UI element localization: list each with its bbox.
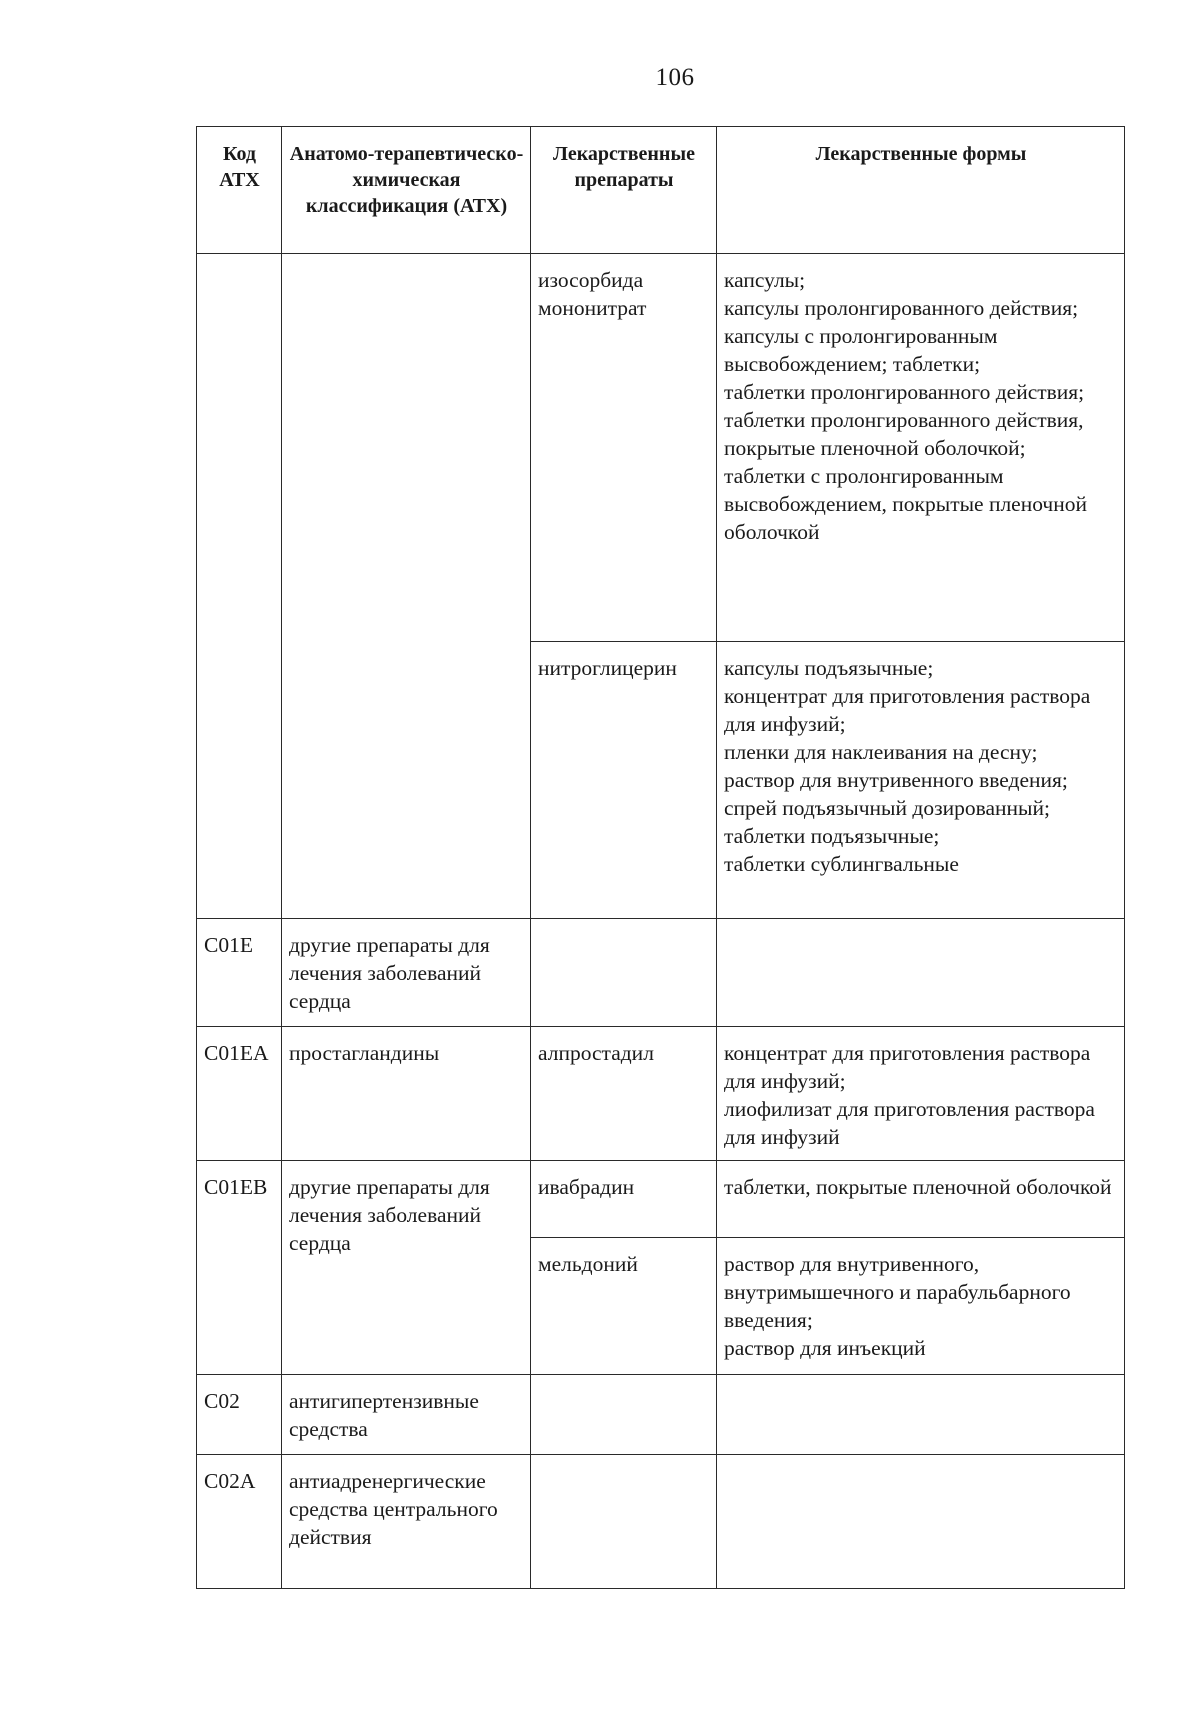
table-row (197, 919, 1125, 1027)
cell-classification: простагландины (282, 1027, 531, 1161)
form-item: капсулы пролонгированного действия; (724, 296, 1079, 320)
form-item: лиофилизат для приготовления раствора для инфузий (724, 1097, 1095, 1149)
form-item: раствор для инъекций (724, 1336, 926, 1360)
form-item: раствор для внутривенного, внутримышечного и парабульбарного введения; (724, 1252, 1071, 1332)
table-row (197, 254, 1125, 642)
form-item: раствор для внутривенного введения; (724, 768, 1068, 792)
cell-drug: нитроглицерин (531, 642, 717, 919)
cell-code: C01E (197, 919, 282, 1027)
form-item: капсулы подъязычные; (724, 656, 934, 680)
cell-forms (717, 1027, 1125, 1161)
form-item: таблетки, покрытые пленочной оболочкой (724, 1175, 1112, 1199)
header-forms: Лекарственные формы (717, 127, 1125, 254)
cell-forms (717, 642, 1125, 919)
cell-forms (717, 1455, 1125, 1589)
table-row (197, 1161, 1125, 1238)
cell-forms (717, 919, 1125, 1027)
cell-code: C01EA (197, 1027, 282, 1161)
cell-drug (531, 1455, 717, 1589)
cell-classification: другие препараты для лечения заболеваний сердца (282, 1161, 531, 1375)
cell-drug (531, 1375, 717, 1455)
form-item: таблетки сублингвальные (724, 852, 959, 876)
cell-code: C01EB (197, 1161, 282, 1375)
header-classification: Анатомо-терапевтическо-химическая классификация (АТХ) (282, 127, 531, 254)
cell-drug: ивабрадин (531, 1161, 717, 1238)
form-item: капсулы; (724, 268, 806, 292)
form-item: таблетки подъязычные; (724, 824, 940, 848)
header-code: Код АТХ (197, 127, 282, 254)
cell-forms (717, 1375, 1125, 1455)
form-item: концентрат для приготовления раствора для инфузий; (724, 1041, 1091, 1093)
atx-table-container (196, 126, 1125, 1589)
cell-classification: другие препараты для лечения заболеваний сердца (282, 919, 531, 1027)
page-number: 106 (655, 64, 695, 91)
cell-forms (717, 254, 1125, 642)
form-item: пленки для наклеивания на десну; (724, 740, 1038, 764)
cell-drug: алпростадил (531, 1027, 717, 1161)
form-item: спрей подъязычный дозированный; (724, 796, 1050, 820)
form-item: концентрат для приготовления раствора для инфузий; (724, 684, 1091, 736)
form-item: капсулы с пролонгированным высвобождением; таблетки; (724, 324, 998, 376)
table-header-row (197, 127, 1125, 254)
atx-table (196, 126, 1125, 1589)
form-item: таблетки пролонгированного действия, покрытые пленочной оболочкой; (724, 408, 1084, 460)
cell-classification (282, 254, 531, 919)
table-row (197, 1027, 1125, 1161)
cell-code: C02A (197, 1455, 282, 1589)
cell-classification: антиадренергические средства центрального действия (282, 1455, 531, 1589)
cell-drug (531, 919, 717, 1027)
cell-drug: изосорбида мононитрат (531, 254, 717, 642)
form-item: таблетки с пролонгированным высвобождением, покрытые пленочной оболочкой (724, 464, 1088, 544)
cell-code (197, 254, 282, 919)
cell-forms (717, 1161, 1125, 1238)
cell-code: C02 (197, 1375, 282, 1455)
cell-drug: мельдоний (531, 1238, 717, 1375)
table-row (197, 1455, 1125, 1589)
form-item: таблетки пролонгированного действия; (724, 380, 1085, 404)
cell-classification: антигипертензивные средства (282, 1375, 531, 1455)
table-row (197, 1375, 1125, 1455)
header-drugs: Лекарственные препараты (531, 127, 717, 254)
cell-forms (717, 1238, 1125, 1375)
